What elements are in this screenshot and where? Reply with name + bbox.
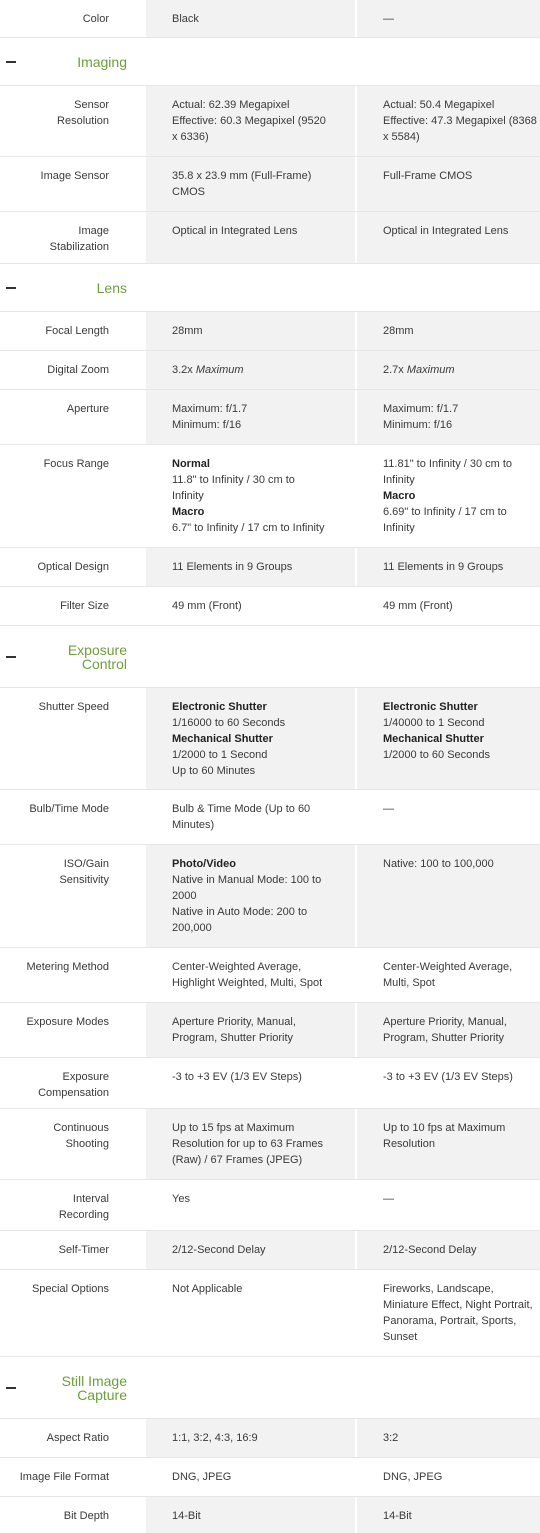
spec-value-line [172, 11, 347, 27]
spec-label [0, 1419, 146, 1457]
spec-value-line [383, 1508, 538, 1524]
spec-value-text: 28mm [172, 325, 203, 337]
spec-row-special-options [0, 1270, 540, 1357]
spec-value-text: Maximum: f/1.7 [172, 403, 248, 415]
spec-value-line [383, 1014, 538, 1030]
spec-row-image-file-format [0, 1458, 540, 1497]
spec-value-text: Minimum: f/16 [383, 419, 453, 431]
spec-label [0, 390, 146, 444]
spec-label [0, 1109, 146, 1179]
section-title: Lens [96, 279, 127, 296]
spec-value-text: Black [172, 13, 199, 25]
section-title: Still Image Capture [61, 1372, 127, 1403]
spec-value-text: Actual: 50.4 Megapixel [383, 99, 495, 111]
spec-value-product-2 [357, 445, 540, 547]
spec-label-text: Metering Method [26, 961, 109, 973]
spec-value-product-1 [146, 86, 355, 156]
spec-value-line [383, 801, 538, 817]
spec-value-product-2 [357, 1419, 540, 1457]
spec-value-line [172, 1014, 347, 1030]
spec-value-text: Up to 15 fps at Maximum [172, 1122, 295, 1134]
spec-value-line [172, 1120, 347, 1136]
spec-value-product-2 [357, 948, 540, 1002]
spec-label [0, 548, 146, 586]
spec-value-text: 1/2000 to 60 Seconds [383, 749, 491, 761]
spec-label-text: Bit Depth [63, 1510, 109, 1522]
spec-label-text: Aperture [66, 403, 109, 415]
spec-value-line [383, 223, 538, 239]
spec-value-text: Sunset [383, 1331, 418, 1343]
spec-value-text: 3.2x [172, 364, 196, 376]
spec-value-line [383, 1313, 538, 1329]
spec-value-line [172, 904, 347, 920]
spec-row-aspect-ratio [0, 1419, 540, 1458]
spec-value-line [383, 856, 538, 872]
spec-value-text: 1/40000 to 1 Second [383, 717, 485, 729]
spec-value-text: (Raw) / 67 Frames (JPEG) [172, 1154, 303, 1166]
spec-label [0, 1270, 146, 1356]
spec-label [0, 790, 146, 844]
spec-value-line [172, 920, 347, 936]
spec-value-text: x 6336) [172, 131, 209, 143]
spec-value-emphasis: Mechanical Shutter [383, 733, 484, 745]
spec-value-line [383, 417, 538, 433]
spec-value-text: 14-Bit [172, 1510, 201, 1522]
spec-value-line [172, 520, 347, 536]
spec-value-text: Up to 10 fps at Maximum [383, 1122, 506, 1134]
spec-value-product-2 [357, 548, 540, 586]
spec-value-line [172, 1069, 347, 1085]
spec-row-exposure-modes [0, 1003, 540, 1058]
spec-value-line [172, 1430, 347, 1446]
spec-label-text: Sensor Resolution [57, 99, 109, 127]
spec-value-line [172, 1469, 347, 1485]
spec-value-line [172, 1242, 347, 1258]
spec-value-product-1 [146, 1419, 355, 1457]
spec-value-product-2 [357, 312, 540, 350]
spec-value-line [383, 1069, 538, 1085]
spec-label-text: Exposure Compensation [38, 1071, 109, 1099]
spec-value-text: Program, Shutter Priority [172, 1032, 294, 1044]
spec-value-line [172, 731, 347, 747]
spec-value-emphasis: Macro [172, 506, 205, 518]
spec-label-text: Focus Range [43, 458, 109, 470]
collapse-icon[interactable] [5, 650, 19, 664]
spec-value-line [172, 817, 347, 833]
spec-row-filter-size [0, 587, 540, 626]
spec-value-line [383, 504, 538, 520]
spec-value-text: 6.69" to Infinity / 17 cm to [383, 506, 507, 518]
spec-value-line [383, 1191, 538, 1207]
spec-value-text: Aperture Priority, Manual, [383, 1016, 507, 1028]
spec-value-text: 49 mm (Front) [172, 600, 242, 612]
spec-value-product-1 [146, 1180, 355, 1230]
spec-value-text: Infinity [383, 522, 415, 534]
spec-label-text: Digital Zoom [47, 364, 109, 376]
spec-value-product-1 [146, 548, 355, 586]
spec-value-line [383, 323, 538, 339]
spec-value-product-2 [357, 212, 540, 263]
spec-value-text: Fireworks, Landscape, [383, 1283, 494, 1295]
spec-value-line [172, 856, 347, 872]
spec-row-color [0, 0, 540, 38]
spec-value-text: Infinity [383, 474, 415, 486]
collapse-icon[interactable] [5, 281, 19, 295]
spec-value-line [172, 1191, 347, 1207]
spec-value-line [383, 488, 538, 504]
spec-value-text: 2.7x [383, 364, 407, 376]
spec-value-product-1 [146, 1003, 355, 1057]
spec-value-text: Center-Weighted Average, [172, 961, 302, 973]
spec-value-emphasis: Photo/Video [172, 858, 236, 870]
section-header-still-image-capture [0, 1357, 540, 1419]
spec-label-text: ISO/Gain Sensitivity [59, 858, 109, 886]
spec-value-text: 2000 [172, 890, 197, 902]
spec-value-line [172, 1281, 347, 1297]
spec-label-text: Bulb/Time Mode [29, 803, 109, 815]
spec-value-line [172, 401, 347, 417]
spec-label [0, 845, 146, 947]
spec-value-product-2 [357, 0, 540, 37]
spec-row-shutter-speed [0, 688, 540, 790]
spec-value-line [383, 1297, 538, 1313]
spec-value-line [172, 1508, 347, 1524]
spec-value-text: 35.8 x 23.9 mm (Full-Frame) [172, 170, 312, 182]
spec-value-line [383, 472, 538, 488]
spec-value-line [383, 97, 538, 113]
spec-value-line [383, 959, 538, 975]
spec-value-product-2 [357, 1109, 540, 1179]
spec-value-line [172, 184, 347, 200]
spec-value-text: Bulb & Time Mode (Up to 60 [172, 803, 311, 815]
spec-value-line [172, 959, 347, 975]
spec-value-text: 200,000 [172, 922, 212, 934]
spec-label [0, 0, 146, 37]
spec-value-text: Highlight Weighted, Multi, Spot [172, 977, 323, 989]
spec-value-line [383, 731, 538, 747]
spec-label [0, 312, 146, 350]
spec-value-text: Native in Manual Mode: 100 to [172, 874, 322, 886]
spec-row-image-sensor [0, 157, 540, 212]
spec-row-interval-recording [0, 1180, 540, 1231]
spec-value-line [383, 1469, 538, 1485]
spec-value-line [172, 715, 347, 731]
spec-value-emphasis: Normal [172, 458, 210, 470]
spec-value-line [172, 598, 347, 614]
spec-value-text: DNG, JPEG [383, 1471, 443, 1483]
spec-value-line [383, 1242, 538, 1258]
spec-value-line [172, 97, 347, 113]
section-title: Exposure Control [67, 641, 127, 672]
spec-value-text: -3 to +3 EV (1/3 EV Steps) [383, 1071, 513, 1083]
spec-row-image-stabilization [0, 212, 540, 264]
spec-value-line [383, 1120, 538, 1136]
spec-value-line [383, 1329, 538, 1345]
spec-label-text: Color [82, 13, 109, 25]
spec-row-exposure-compensation [0, 1058, 540, 1109]
spec-value-text: 49 mm (Front) [383, 600, 453, 612]
spec-label-text: Image File Format [19, 1471, 109, 1483]
section-header-imaging [0, 38, 540, 86]
spec-value-product-1 [146, 1058, 355, 1108]
spec-value-line [172, 472, 347, 488]
spec-value-qualifier: Maximum [195, 364, 244, 376]
spec-value-product-2 [357, 1270, 540, 1356]
spec-value-product-1 [146, 212, 355, 263]
spec-label [0, 587, 146, 625]
spec-value-line [172, 699, 347, 715]
spec-value-product-2 [357, 1003, 540, 1057]
spec-value-line [383, 168, 538, 184]
spec-value-product-2 [357, 1231, 540, 1269]
spec-value-text: CMOS [172, 186, 205, 198]
spec-value-product-1 [146, 351, 355, 389]
spec-value-text: 2/12-Second Delay [383, 1244, 477, 1256]
spec-value-line [383, 129, 538, 145]
spec-value-line [172, 559, 347, 575]
spec-label-text: Continuous Shooting [53, 1122, 109, 1150]
spec-value-text: Actual: 62.39 Megapixel [172, 99, 290, 111]
spec-value-text: Minimum: f/16 [172, 419, 242, 431]
spec-row-iso-gain-sensitivity [0, 845, 540, 948]
spec-value-text: Native: 100 to 100,000 [383, 858, 494, 870]
spec-value-product-1 [146, 0, 355, 37]
spec-value-line [172, 323, 347, 339]
spec-value-product-1 [146, 790, 355, 844]
spec-value-product-2 [357, 351, 540, 389]
spec-label-text: Aspect Ratio [46, 1432, 109, 1444]
spec-value-text: Infinity [172, 490, 204, 502]
spec-value-emphasis: Mechanical Shutter [172, 733, 273, 745]
spec-value-text: Effective: 47.3 Megapixel (8368 [383, 115, 537, 127]
spec-row-optical-design [0, 548, 540, 587]
spec-value-line [172, 975, 347, 991]
spec-value-text: Effective: 60.3 Megapixel (9520 [172, 115, 326, 127]
spec-value-line [383, 975, 538, 991]
spec-value-product-1 [146, 1497, 355, 1533]
spec-row-focal-length [0, 312, 540, 351]
spec-value-product-1 [146, 1270, 355, 1356]
spec-value-product-2 [357, 390, 540, 444]
spec-value-text: 1:1, 3:2, 4:3, 16:9 [172, 1432, 258, 1444]
spec-value-text: 6.7" to Infinity / 17 cm to Infinity [172, 522, 325, 534]
spec-label [0, 1180, 146, 1230]
spec-value-text: -3 to +3 EV (1/3 EV Steps) [172, 1071, 302, 1083]
spec-value-product-2 [357, 845, 540, 947]
spec-value-line [383, 456, 538, 472]
spec-value-product-1 [146, 312, 355, 350]
spec-label-text: Focal Length [45, 325, 109, 337]
spec-value-text: 11 Elements in 9 Groups [383, 561, 504, 573]
spec-value-line [172, 129, 347, 145]
spec-value-line [383, 1136, 538, 1152]
spec-value-text: Optical in Integrated Lens [172, 225, 298, 237]
spec-value-line [172, 504, 347, 520]
spec-label-text: Shutter Speed [38, 701, 109, 713]
spec-value-text: 1/16000 to 60 Seconds [172, 717, 286, 729]
spec-label [0, 1058, 146, 1108]
spec-value-line [172, 488, 347, 504]
spec-value-line [172, 1152, 347, 1168]
spec-row-bulb-time-mode [0, 790, 540, 845]
spec-value-product-1 [146, 390, 355, 444]
spec-value-text: — [383, 13, 394, 25]
spec-value-text: 11 Elements in 9 Groups [172, 561, 293, 573]
spec-label [0, 212, 146, 263]
spec-value-text: Minutes) [172, 819, 215, 831]
spec-value-emphasis: Electronic Shutter [383, 701, 478, 713]
spec-value-product-1 [146, 157, 355, 211]
spec-label [0, 445, 146, 547]
spec-label [0, 948, 146, 1002]
spec-value-line [172, 113, 347, 129]
spec-value-text: Resolution [383, 1138, 435, 1150]
spec-label-text: Image Stabilization [49, 225, 109, 253]
spec-value-product-2 [357, 587, 540, 625]
spec-row-aperture [0, 390, 540, 445]
spec-value-line [172, 1030, 347, 1046]
section-title: Imaging [77, 53, 127, 70]
spec-value-product-2 [357, 1497, 540, 1533]
spec-value-text: 14-Bit [383, 1510, 412, 1522]
spec-value-text: Multi, Spot [383, 977, 435, 989]
spec-value-line [172, 801, 347, 817]
spec-label-text: Optical Design [37, 561, 109, 573]
spec-value-text: Yes [172, 1193, 190, 1205]
spec-value-text: Full-Frame CMOS [383, 170, 473, 182]
spec-row-metering-method [0, 948, 540, 1003]
spec-value-line [172, 417, 347, 433]
spec-value-product-1 [146, 1231, 355, 1269]
spec-value-product-1 [146, 845, 355, 947]
spec-row-sensor-resolution [0, 86, 540, 157]
spec-label [0, 1458, 146, 1496]
spec-value-line [172, 747, 347, 763]
spec-value-line [172, 223, 347, 239]
spec-value-line [172, 763, 347, 779]
spec-value-product-2 [357, 1180, 540, 1230]
spec-value-text: DNG, JPEG [172, 1471, 232, 1483]
spec-value-product-1 [146, 587, 355, 625]
spec-value-product-2 [357, 157, 540, 211]
spec-value-emphasis: Macro [383, 490, 416, 502]
spec-value-line [383, 747, 538, 763]
spec-value-line [172, 168, 347, 184]
spec-value-text: 1/2000 to 1 Second [172, 749, 268, 761]
collapse-icon[interactable] [5, 55, 19, 69]
spec-value-text: Up to 60 Minutes [172, 765, 256, 777]
spec-value-line [383, 362, 538, 378]
spec-value-qualifier: Maximum [406, 364, 455, 376]
spec-value-text: Miniature Effect, Night Portrait, [383, 1299, 533, 1311]
spec-value-text: 3:2 [383, 1432, 399, 1444]
spec-label-text: Image Sensor [40, 170, 109, 182]
spec-value-product-1 [146, 1458, 355, 1496]
spec-value-text: 11.8" to Infinity / 30 cm to [172, 474, 295, 486]
spec-value-product-2 [357, 86, 540, 156]
spec-value-text: Optical in Integrated Lens [383, 225, 509, 237]
spec-value-line [383, 598, 538, 614]
collapse-icon[interactable] [5, 1381, 19, 1395]
spec-value-line [383, 401, 538, 417]
spec-value-product-1 [146, 948, 355, 1002]
section-header-exposure-control [0, 626, 540, 688]
spec-label [0, 1497, 146, 1533]
spec-value-text: Not Applicable [172, 1283, 243, 1295]
spec-row-digital-zoom [0, 351, 540, 390]
spec-row-focus-range [0, 445, 540, 548]
spec-value-text: — [383, 1193, 394, 1205]
spec-value-line [383, 715, 538, 731]
spec-value-text: 11.81" to Infinity / 30 cm to [383, 458, 513, 470]
spec-label-text: Filter Size [60, 600, 109, 612]
spec-value-line [383, 559, 538, 575]
spec-label [0, 688, 146, 789]
spec-value-text: 2/12-Second Delay [172, 1244, 266, 1256]
spec-row-continuous-shooting [0, 1109, 540, 1180]
spec-row-self-timer [0, 1231, 540, 1270]
spec-value-line [383, 1430, 538, 1446]
spec-value-line [383, 699, 538, 715]
spec-value-line [383, 1030, 538, 1046]
spec-label-text: Interval Recording [58, 1193, 109, 1221]
spec-value-product-1 [146, 688, 355, 789]
spec-value-text: Maximum: f/1.7 [383, 403, 459, 415]
spec-value-line [383, 520, 538, 536]
spec-value-text: x 5584) [383, 131, 420, 143]
spec-label-text: Self-Timer [58, 1244, 109, 1256]
spec-value-text: Panorama, Portrait, Sports, [383, 1315, 517, 1327]
spec-value-line [383, 1281, 538, 1297]
section-header-lens [0, 264, 540, 312]
spec-value-line [172, 872, 347, 888]
spec-value-product-1 [146, 1109, 355, 1179]
spec-value-product-1 [146, 445, 355, 547]
spec-label-text: Exposure Modes [26, 1016, 109, 1028]
spec-value-line [172, 456, 347, 472]
spec-value-text: Center-Weighted Average, [383, 961, 513, 973]
spec-label [0, 1231, 146, 1269]
spec-value-line [172, 362, 347, 378]
spec-value-line [383, 11, 538, 27]
spec-value-emphasis: Electronic Shutter [172, 701, 267, 713]
spec-label [0, 351, 146, 389]
spec-value-product-2 [357, 688, 540, 789]
spec-value-line [383, 113, 538, 129]
spec-label [0, 157, 146, 211]
spec-value-product-2 [357, 1058, 540, 1108]
spec-value-text: — [383, 803, 394, 815]
spec-value-text: 28mm [383, 325, 414, 337]
spec-label-text: Special Options [31, 1283, 109, 1295]
spec-row-bit-depth [0, 1497, 540, 1533]
spec-value-line [172, 888, 347, 904]
spec-value-text: Aperture Priority, Manual, [172, 1016, 296, 1028]
spec-value-product-2 [357, 790, 540, 844]
spec-value-text: Program, Shutter Priority [383, 1032, 505, 1044]
spec-value-product-2 [357, 1458, 540, 1496]
spec-label [0, 86, 146, 156]
spec-value-line [172, 1136, 347, 1152]
spec-label [0, 1003, 146, 1057]
spec-value-text: Resolution for up to 63 Frames [172, 1138, 324, 1150]
spec-value-text: Native in Auto Mode: 200 to [172, 906, 308, 918]
